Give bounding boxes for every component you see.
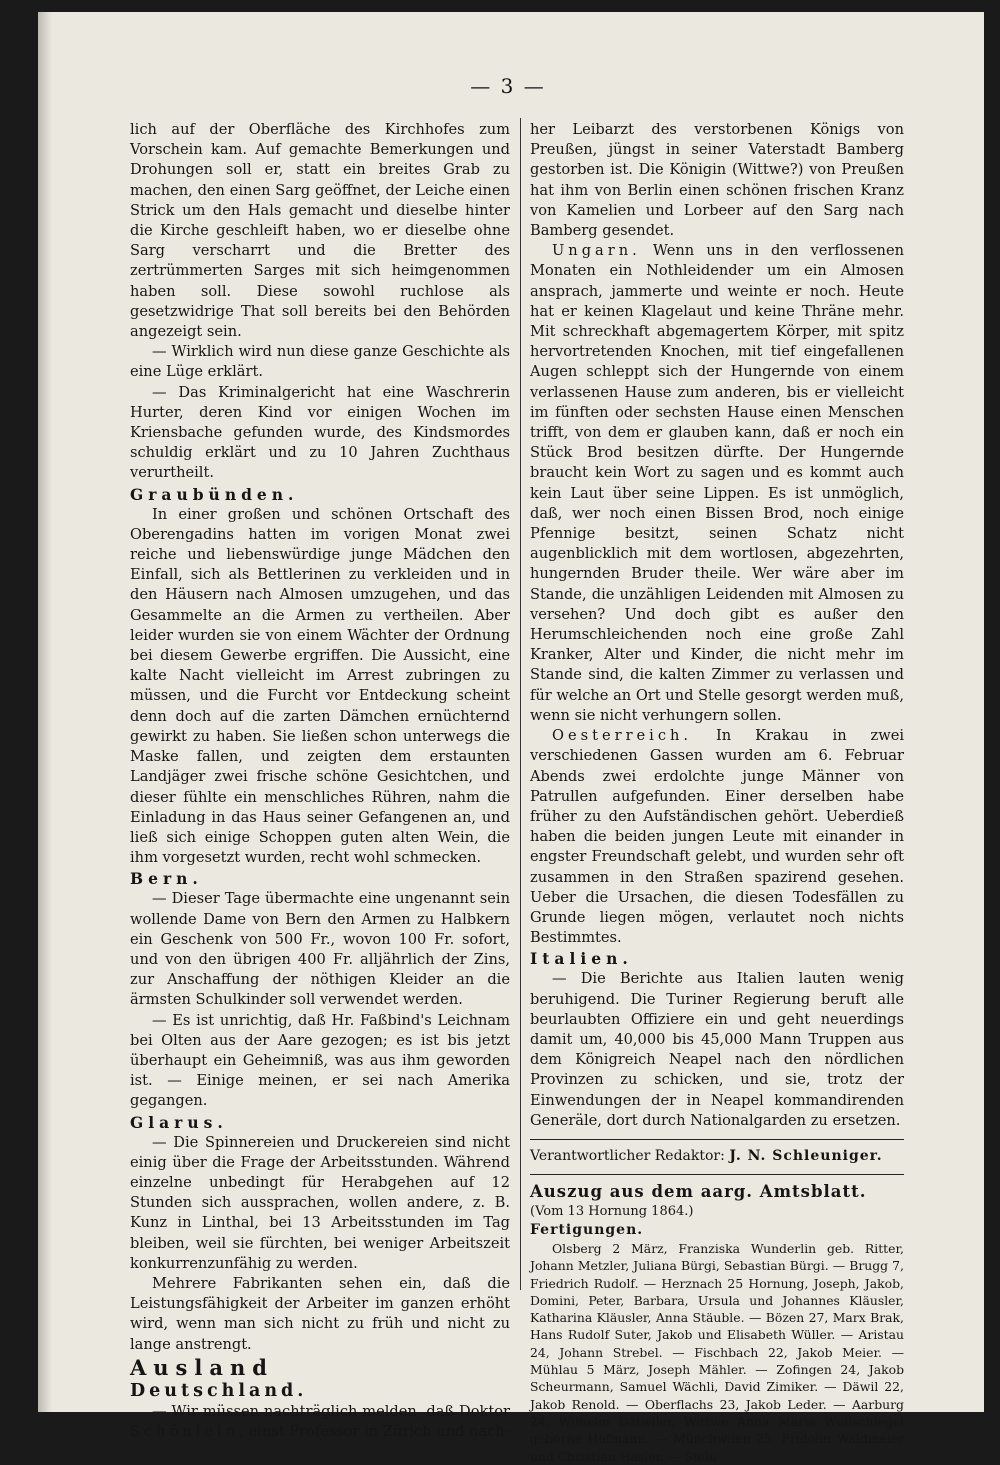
- country-lead-ungarn: Ungarn.: [552, 242, 641, 260]
- newspaper-page: [38, 12, 984, 1464]
- page-spine-shadow: [38, 12, 52, 1412]
- paragraph: [530, 726, 904, 948]
- section-heading-deutschland: Deutschland.: [130, 1380, 308, 1401]
- rule-line: [530, 1139, 904, 1140]
- text-run: Wenn uns in den verflossenen Monaten ein Nothleidender um ein Almosen ansprach, jammerte und weinte er noch. Heute hat er keinen Klagelaut und keine Thräne mehr. Mit schreckhaft abgemagertem Körper, mit spitz hervortretenden Knochen, mit tief eingefallenen Augen schleppt sich der Hungernde von einem verlassenen Hause zum anderen, bis er vielleicht im fünften oder sechsten Hause einen Menschen trifft, von dem er glauben kann, daß er noch ein Stück Brod besitzen dürfte. Der Hungernde braucht kein Wort zu sagen und es kommt auch kein Laut über seine Lippen. Es ist unmöglich, daß, wer noch einen Bissen Brod, noch einige Pfennige besitzt, seinen Schatz nicht augenblicklich mit dem wortlosen, abgezehrten, hungernden Bruder theile. Wer wäre aber im Stande, die unzähligen Leidenden mit Almosen zu versehen? Und doch gibt es außer den Herumschleichenden noch eine große Zahl Kranker, Alter und Kinder, die nicht mehr im Stande sind, die kalten Zimmer zu verlassen und für welche an Ort und Stelle gesorgt werden muß, wenn sie nicht verhungern sollen.: [530, 242, 904, 724]
- amtsblatt-date: (Vom 13 Hornung 1864.): [530, 1203, 694, 1219]
- amtsblatt-text: Olsberg 2 März, Franziska Wunderlin geb. Ritter, Johann Metzler, Juliana Bürgi, Sebastian Bürgi. — Brugg 7, Friedrich Rudolf. — Herznach 25 Hornung, Joseph, Jakob, Domini, Peter, Barbara, Ursula und Johannes Kläusler, Katharina Kläusler, Anna Stäuble. — Bözen 27, Marx Brak, Hans Rudolf Suter, Jakob und Elisabeth Wüller. — Aristau 24, Johann Strebel. — Fischbach 22, Jakob Meier. — Mühlau 5 März, Joseph Mähler. — Zofingen 24, Jakob Scheurmann, Samuel Wächli, David Zimiker. — Däwil 22, Jakob Renold. — Oberflachs 23, Jakob Leder. — Aarburg 24, Wilhelm Dätwiler, Wittwe Anna Maria Wullschlegel geborne Hofmann. — Münchwilen 25, Fridolin Waldmeier und Christian Hasler. — Steiu: [530, 1240, 904, 1464]
- text-run: , einst Professor in Zürich und nach-: [239, 1422, 510, 1440]
- page-number: — 3 —: [470, 74, 546, 98]
- paragraph: lich auf der Oberfläche des Kirchhofes zum Vorschein kam. Auf gemachte Bemerkungen und Drohungen soll er, statt ein breites Grab zu machen, den einen Sarg geöffnet, der Leiche einen Strick um den Hals gemacht und dieselbe hinter die Kirche geschleift haben, wo er dieselbe ohne Sarg verscharrt und die Bretter des zertrümmerten Sarges mit sich heimgenommen haben soll. Diese sowohl ruchlose als gesetzwidrige That soll bereits bei den Behörden angezeigt sein.: [130, 121, 510, 341]
- paragraph: — Das Kriminalgericht hat eine Waschrerin Hurter, deren Kind vor einigen Wochen im Kriensbache gefunden wurde, des Kindsmordes schuldig erklärt und zu 10 Jahren Zuchthaus verurtheilt.: [130, 383, 510, 482]
- paragraph: her Leibarzt des verstorbenen Königs von Preußen, jüngst in seiner Vaterstadt Bamberg gestorben ist. Die Königin (Wittwe?) von Preußen hat ihm von Berlin einen schönen frischen Kranz von Kamelien und Lorbeer auf den Sarg nach Bamberg gesendet.: [530, 121, 904, 240]
- rule-line: [530, 1174, 904, 1175]
- paragraph: In einer großen und schönen Ortschaft des Oberengadins hatten im vorigen Monat zwei reiche und liebenswürdige junge Mädchen den Einfall, sich als Bettlerinen zu verkleiden und in den Häusern nach Almosen umzugehen, und das Gesammelte an die Armen zu vertheilen. Aber leider wurden sie von einem Wächter der Ordnung bei diesem Gewerbe ergriffen. Die Aussicht, eine kalte Nacht vielleicht im Arrest zubringen zu müssen, und die Furcht vor Entdeckung scheint denn doch auf die zarten Dämchen ernüchternd gewirkt zu haben. Sie ließen schon unterwegs die Maske fallen, und zeigten dem erstaunten Landjäger zwei frische schöne Gesichtchen, und dieser fühlte ein menschliches Rühren, nahm die Einladung in das Haus seiner Gefangenen an, und ließ sich einige Schoppen guten alten Wein, die ihm vorgesetzt wurden, recht wohl schmecken.: [130, 505, 510, 867]
- section-heading-italien: Italien.: [530, 949, 633, 969]
- paragraph: — Die Berichte aus Italien lauten wenig beruhigend. Die Turiner Regierung beruft alle beurlaubten Offiziere ein und geht neuerdings damit um, 40,000 bis 45,000 Mann Truppen aus dem Königreich Neapel nach den nördlichen Provinzen zu schicken, und sie, trotz der Einwendungen der in Neapel kommandirenden Generäle, dort durch Nationalgarden zu ersetzen.: [530, 970, 904, 1129]
- text-run: In Krakau in zwei verschiedenen Gassen wurden am 6. Februar Abends zwei erdolchte junge Männer von Patrullen aufgefunden. Einer derselben habe früher zu den Aufständischen gehört. Ueberdieß haben die beiden jungen Leute mit einander in engster Freundschaft gelebt, und wurden sehr oft zusammen in den Straßen spazirend gesehen. Ueber die Ursachen, die diesen Todesfällen zu Grunde liegen mögen, verlautet noch nichts Bestimmtes.: [530, 727, 904, 947]
- right-column: [530, 120, 904, 1465]
- country-lead-oesterreich: Oesterreich.: [552, 727, 693, 745]
- editor-label: Verantwortlicher Redaktor:: [530, 1147, 725, 1164]
- text-run: — Wir müssen nachträglich melden, daß Doktor: [152, 1402, 510, 1420]
- editor-line: [530, 1146, 904, 1166]
- paragraph: Mehrere Fabrikanten sehen ein, daß die Leistungsfähigkeit der Arbeiter im ganzen erhöht wird, wenn man sich nicht zu früh und nicht zu lange anstrengt.: [130, 1274, 510, 1353]
- left-column: [130, 120, 510, 1442]
- person-name: Schönlein: [130, 1422, 240, 1440]
- paragraph: — Es ist unrichtig, daß Hr. Faßbind's Leichnam bei Olten aus der Aare gezogen; es ist bis jetzt überhaupt ein Geheimniß, was aus ihm geworden ist. — Einige meinen, er sei nach Amerika gegangen.: [130, 1011, 510, 1110]
- amtsblatt-title: Auszug aus dem aarg. Amtsblatt.: [530, 1181, 867, 1201]
- section-heading-graubuenden: Graubünden.: [130, 484, 299, 504]
- amtsblatt-subheading: Fertigungen.: [530, 1221, 644, 1238]
- editor-name: J. N. Schleuniger.: [729, 1147, 883, 1164]
- section-heading-bern: Bern.: [130, 869, 203, 889]
- section-heading-glarus: Glarus.: [130, 1112, 228, 1132]
- paragraph: — Dieser Tage übermachte eine ungenannt sein wollende Dame von Bern den Armen zu Halbkern ein Geschenk von 500 Fr., wovon 100 Fr. sofort, und von den übrigen 400 Fr. alljährlich der Zins, zur Anschaffung der nöthigen Kleider an die ärmsten Schulkinder soll verwendet werden.: [130, 890, 510, 1009]
- paragraph: [530, 241, 904, 726]
- paragraph: — Wirklich wird nun diese ganze Geschichte als eine Lüge erklärt.: [130, 343, 510, 381]
- paragraph: [130, 1402, 510, 1442]
- column-divider: [520, 118, 521, 1290]
- section-heading-ausland: Ausland: [130, 1354, 274, 1380]
- paragraph: — Die Spinnereien und Druckereien sind nicht einig über die Frage der Arbeitsstunden. Während einzelne unbedingt für Herabgehen auf 12 Stunden sich aussprachen, wollen andere, z. B. Kunz in Linthal, bei 13 Arbeitsstunden im Tag bleiben, weil sie fürchten, bei weniger Arbeitszeit konkurrenzunfähig zu werden.: [130, 1133, 510, 1272]
